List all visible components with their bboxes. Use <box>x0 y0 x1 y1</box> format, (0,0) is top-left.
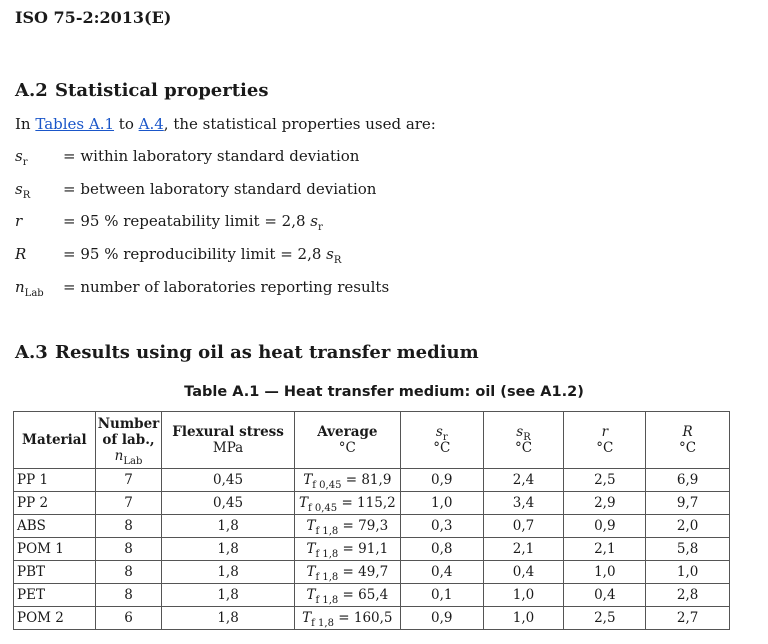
symbol-subscript: R <box>22 190 31 201</box>
average-value: = 115,2 <box>337 495 396 511</box>
cell-material: PBT <box>14 561 96 584</box>
symbol-subscript: r <box>22 157 28 168</box>
definition-symbol: r <box>15 212 23 230</box>
average-value: = 160,5 <box>333 610 393 626</box>
cell-R: 2,8 <box>646 584 730 607</box>
average-symbol: T <box>306 541 316 557</box>
tail-subscript: r <box>318 222 323 233</box>
definition-sr <box>15 147 360 168</box>
header-R <box>646 412 730 469</box>
average-subscript: f 0,45 <box>308 503 338 514</box>
cell-flexural-stress: 0,45 <box>162 492 295 515</box>
section-title: Statistical properties <box>55 80 269 101</box>
cell-num-labs: 7 <box>95 469 162 492</box>
average-subscript: f 0,45 <box>312 480 342 491</box>
cell-r: 0,9 <box>564 515 646 538</box>
page-header: ISO 75-2:2013(E) <box>15 8 172 27</box>
table-row <box>14 515 730 538</box>
symbol: n <box>15 278 25 296</box>
tail-subscript: R <box>333 255 342 266</box>
definition-text <box>63 212 323 233</box>
cell-R: 5,8 <box>646 538 730 561</box>
cell-flexural-stress: 1,8 <box>162 607 295 630</box>
header-line: °C <box>338 440 356 456</box>
header-r <box>564 412 646 469</box>
cell-R: 2,7 <box>646 607 730 630</box>
cell-sR: 1,0 <box>483 607 564 630</box>
cell-num-labs: 6 <box>95 607 162 630</box>
average-symbol: T <box>306 518 316 534</box>
symbol-subscript: Lab <box>24 288 44 299</box>
average-subscript: f 1,8 <box>315 595 339 606</box>
table-header-row <box>14 412 730 469</box>
symbol: s <box>15 147 23 165</box>
table-row <box>14 469 730 492</box>
definition-sR <box>15 180 377 201</box>
cell-r: 2,1 <box>564 538 646 561</box>
header-symbol: R <box>682 424 693 440</box>
header-subscript: r <box>442 432 448 443</box>
results-table <box>13 411 730 630</box>
average-symbol: T <box>306 587 316 603</box>
cell-material: PP 1 <box>14 469 96 492</box>
cell-num-labs: 8 <box>95 538 162 561</box>
header-symbol: s <box>516 424 524 440</box>
cell-sR: 1,0 <box>483 584 564 607</box>
cell-average <box>294 469 400 492</box>
average-value: = 79,3 <box>338 518 389 534</box>
cell-sr: 0,9 <box>400 469 483 492</box>
definition-r <box>15 212 323 233</box>
average-symbol: T <box>298 495 308 511</box>
header-line: of lab., <box>102 432 155 448</box>
definition-R <box>15 245 342 266</box>
average-symbol: T <box>306 564 316 580</box>
average-symbol: T <box>303 472 313 488</box>
cell-flexural-stress: 1,8 <box>162 561 295 584</box>
header-material: Material <box>14 412 96 469</box>
cell-r: 2,5 <box>564 469 646 492</box>
header-subscript: R <box>523 432 531 443</box>
tail-symbol: s <box>310 212 318 230</box>
cell-r: 1,0 <box>564 561 646 584</box>
cell-material: PET <box>14 584 96 607</box>
cell-material: PP 2 <box>14 492 96 515</box>
average-value: = 91,1 <box>338 541 389 557</box>
cell-num-labs: 7 <box>95 492 162 515</box>
table-row <box>14 492 730 515</box>
header-line: Number <box>97 416 160 432</box>
definition-symbol <box>15 147 63 168</box>
cell-r: 2,5 <box>564 607 646 630</box>
cell-r: 0,4 <box>564 584 646 607</box>
intro-text: , the statistical properties used are: <box>163 115 436 133</box>
header-sR <box>483 412 564 469</box>
table-row <box>14 538 730 561</box>
cell-average <box>294 538 400 561</box>
cell-sR: 0,4 <box>483 561 564 584</box>
header-line: MPa <box>212 440 244 456</box>
header-line <box>486 424 562 443</box>
average-value: = 49,7 <box>338 564 389 580</box>
table-body <box>14 469 730 630</box>
cell-num-labs: 8 <box>95 561 162 584</box>
average-subscript: f 1,8 <box>315 549 339 560</box>
intro-text: to <box>114 115 139 133</box>
header-symbol: s <box>435 424 443 440</box>
intro-text: In <box>15 115 36 133</box>
cell-average <box>294 561 400 584</box>
cell-R: 1,0 <box>646 561 730 584</box>
section-number: A.2 <box>15 80 48 101</box>
header-line: Average <box>317 424 378 440</box>
definition-text <box>63 245 342 266</box>
section-number: A.3 <box>15 342 48 363</box>
cell-average <box>294 492 400 515</box>
cell-material: POM 1 <box>14 538 96 561</box>
header-line: °C <box>433 440 451 456</box>
cell-sr: 0,9 <box>400 607 483 630</box>
cell-sR: 2,4 <box>483 469 564 492</box>
average-symbol: T <box>302 610 312 626</box>
section-title: Results using oil as heat transfer medium <box>55 342 479 363</box>
table-row <box>14 584 730 607</box>
definition-text-main: = 95 % reproducibility limit = 2,8 <box>63 245 327 263</box>
link-a4[interactable]: A.4 <box>138 115 164 133</box>
link-tables-a1[interactable]: Tables A.1 <box>35 115 115 133</box>
definition-text: = between laboratory standard deviation <box>63 180 377 198</box>
header-line: Flexural stress <box>172 424 284 440</box>
cell-material: POM 2 <box>14 607 96 630</box>
cell-R: 2,0 <box>646 515 730 538</box>
average-value: = 81,9 <box>341 472 392 488</box>
average-value: = 65,4 <box>338 587 389 603</box>
table-caption: Table A.1 — Heat transfer medium: oil (see A1.2) <box>184 384 584 400</box>
definition-text: = number of laboratories reporting results <box>63 278 390 296</box>
cell-material: ABS <box>14 515 96 538</box>
header-sr <box>400 412 483 469</box>
cell-R: 6,9 <box>646 469 730 492</box>
cell-sr: 1,0 <box>400 492 483 515</box>
cell-sR: 0,7 <box>483 515 564 538</box>
definition-symbol: R <box>15 245 27 263</box>
header-symbol: n <box>114 448 124 464</box>
cell-sr: 0,8 <box>400 538 483 561</box>
cell-num-labs: 8 <box>95 515 162 538</box>
cell-average <box>294 584 400 607</box>
definition-text-main: = 95 % repeatability limit = 2,8 <box>63 212 311 230</box>
cell-flexural-stress: 1,8 <box>162 538 295 561</box>
header-subscript: Lab <box>123 456 143 467</box>
cell-sr: 0,1 <box>400 584 483 607</box>
cell-r: 2,9 <box>564 492 646 515</box>
header-average <box>294 412 400 469</box>
average-subscript: f 1,8 <box>311 618 334 629</box>
cell-R: 9,7 <box>646 492 730 515</box>
cell-sR: 2,1 <box>483 538 564 561</box>
definition-symbol <box>15 180 63 201</box>
table-row <box>14 607 730 630</box>
tail-symbol: s <box>326 245 334 263</box>
definition-text: = within laboratory standard deviation <box>63 147 360 165</box>
cell-sr: 0,4 <box>400 561 483 584</box>
intro-paragraph <box>15 115 436 133</box>
cell-sR: 3,4 <box>483 492 564 515</box>
header-line <box>98 448 160 467</box>
cell-sr: 0,3 <box>400 515 483 538</box>
header-line: °C <box>596 440 614 456</box>
section-a2-heading <box>15 80 268 101</box>
cell-flexural-stress: 1,8 <box>162 515 295 538</box>
header-line <box>403 424 481 443</box>
cell-average <box>294 515 400 538</box>
definition-nlab <box>15 278 390 299</box>
cell-flexural-stress: 1,8 <box>162 584 295 607</box>
average-subscript: f 1,8 <box>315 572 339 583</box>
header-symbol: r <box>601 424 609 440</box>
header-line: °C <box>514 440 533 456</box>
cell-num-labs: 8 <box>95 584 162 607</box>
section-a3-heading <box>15 342 479 363</box>
header-num-labs <box>95 412 162 469</box>
table-row <box>14 561 730 584</box>
header-line: °C <box>679 440 697 456</box>
header-flexural-stress <box>162 412 295 469</box>
symbol: s <box>15 180 23 198</box>
cell-flexural-stress: 0,45 <box>162 469 295 492</box>
definition-symbol <box>15 278 63 299</box>
cell-average <box>294 607 400 630</box>
average-subscript: f 1,8 <box>315 526 339 537</box>
